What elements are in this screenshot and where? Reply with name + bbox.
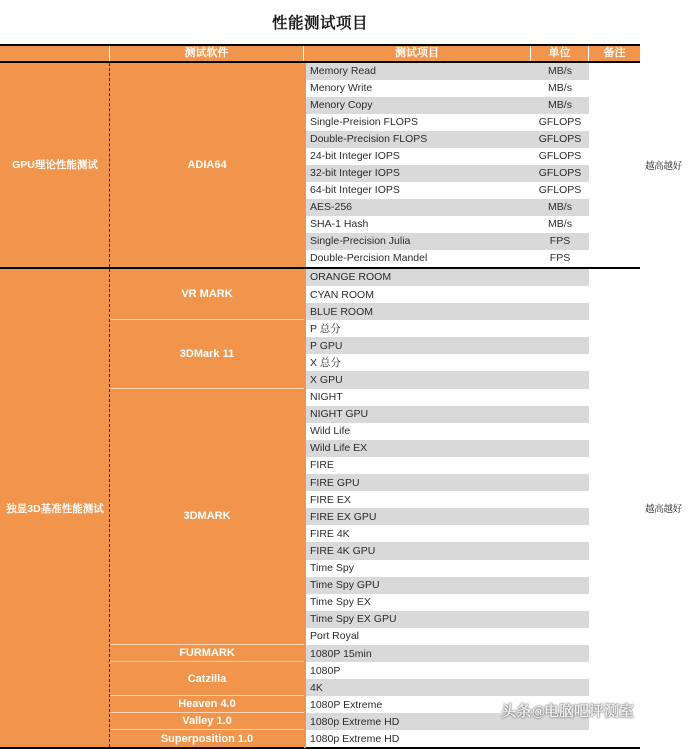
section-category-label: GPU理论性能测试 [12,159,98,172]
table-row [304,354,640,371]
test-item-name: X 总分 [304,354,531,371]
test-item-unit [531,337,589,354]
test-item-name: FIRE 4K [304,525,531,542]
section-note-cell [640,63,691,267]
test-item-note-spacer [589,628,640,645]
test-item-unit: MB/s [531,63,589,80]
software-cell [110,269,304,320]
test-item-unit [531,457,589,474]
test-item-name: Single-Preision FLOPS [304,114,531,131]
test-item-note-spacer [589,233,640,250]
test-item-unit: MB/s [548,82,572,95]
software-label: Superposition 1.0 [160,732,254,745]
test-item-name: CYAN ROOM [304,286,531,303]
test-item-name: FIRE 4K GPU [304,542,531,559]
test-item-note-spacer [589,63,640,80]
table-row [304,577,640,594]
test-item-unit: MB/s [548,218,572,231]
test-item-note-spacer [589,645,640,662]
test-item-note-spacer [589,131,640,148]
test-item-name: BLUE ROOM [304,303,531,320]
page-title: 性能测试项目 [271,15,368,32]
software-label: FURMARK [179,646,235,659]
test-item-note-spacer [589,696,640,713]
section-note-cell [640,269,691,747]
software-cell [110,63,304,267]
test-item-name: FIRE GPU [304,474,531,491]
test-item-note-spacer [589,250,640,267]
test-item-note-spacer [589,371,640,388]
test-item-note-spacer [589,337,640,354]
test-item-unit [531,713,589,730]
test-item-note-spacer [589,406,640,423]
section-category-cell [0,269,110,747]
test-item-name: 1080p Extreme HD [304,730,531,747]
test-item-unit [531,696,589,713]
test-item-unit [531,525,589,542]
test-item-note-spacer [589,286,640,303]
test-item-name: Port Royal [304,628,531,645]
software-cell [110,713,304,730]
test-item-name: FIRE EX GPU [304,508,531,525]
test-item-unit [531,628,589,645]
test-item-note-spacer [589,423,640,440]
table-row [304,628,640,645]
test-item-name: 32-bit Integer IOPS [304,165,531,182]
test-item-unit [531,560,589,577]
test-item-note-spacer [589,114,640,131]
test-item-name: 4K [304,679,531,696]
table-row [304,730,640,747]
test-item-name: Wild Life [304,423,531,440]
table-row [304,63,640,80]
test-item-note-spacer [589,389,640,406]
test-item-unit [531,371,589,388]
test-item-note-spacer [589,508,640,525]
test-item-note-spacer [589,525,640,542]
test-item-name: 24-bit Integer IOPS [304,148,531,165]
table-row [304,131,640,148]
test-item-unit [531,508,589,525]
test-item-unit [531,645,589,662]
test-item-name: FIRE EX [304,491,531,508]
table-row [304,233,640,250]
test-item-name: Menory Copy [304,97,531,114]
test-item-note-spacer [589,80,640,97]
software-label: Catzilla [187,672,227,685]
test-item-note-spacer [589,354,640,371]
software-cell [110,389,304,645]
test-item-name: P 总分 [304,320,531,337]
test-item-name: Time Spy EX [304,594,531,611]
test-item-unit [531,423,589,440]
test-item-name: ORANGE ROOM [304,269,531,286]
table-row [304,165,640,182]
test-item-name: SHA-1 Hash [304,216,531,233]
table-row [304,713,640,730]
table-row [304,440,640,457]
test-item-unit: GFLOPS [538,184,582,197]
software-column [110,63,304,267]
test-item-name: 1080p Extreme HD [304,713,531,730]
test-item-unit [531,474,589,491]
table-row [304,594,640,611]
test-item-note-spacer [589,679,640,696]
table-row [304,182,640,199]
section-note-label: 越高越好 [645,504,682,516]
test-item-name: 1080P 15min [304,645,531,662]
test-item-name: FIRE [304,457,531,474]
header-software: 测试软件 [110,46,304,61]
test-item-unit [531,594,589,611]
table-row [304,114,640,131]
table-row [304,269,640,286]
test-item-name: Menory Write [304,80,531,97]
software-label: Valley 1.0 [182,715,232,728]
test-item-name: Wild Life EX [304,440,531,457]
test-item-note-spacer [589,182,640,199]
test-item-name: P GPU [304,337,531,354]
test-item-name: 1080P [304,662,531,679]
test-item-note-spacer [589,165,640,182]
test-item-note-spacer [589,457,640,474]
test-item-unit [531,320,589,337]
test-item-note-spacer [589,269,640,286]
test-item-unit: GFLOPS [531,165,589,182]
table-header-row [0,46,640,63]
table-row [304,611,640,628]
test-item-name: Single-Precision Julia [304,233,531,250]
table-row [304,406,640,423]
performance-test-table [0,44,682,749]
test-item-note-spacer [589,713,640,730]
section-note-label: 越高越好 [645,160,682,172]
header-item: 测试项目 [304,46,531,61]
watermark-at: @ [531,703,544,719]
table-row [304,389,640,406]
watermark-name: 电脑吧评测室 [543,703,634,720]
test-item-note-spacer [589,148,640,165]
software-label: 3DMark 11 [179,347,235,360]
watermark-prefix: 头条 [501,703,532,720]
table-row [304,97,640,114]
section-category-cell [0,63,110,267]
software-cell [110,662,304,696]
test-item-unit [531,679,589,696]
items-column [304,269,640,747]
table-row [304,457,640,474]
table-row [304,80,640,97]
software-cell [110,730,304,747]
software-cell [110,696,304,713]
table-row [304,250,640,267]
header-note: 备注 [589,46,640,61]
test-item-unit [531,406,589,423]
test-item-note-spacer [589,440,640,457]
table-row [304,286,640,303]
table-row [304,662,640,679]
software-label: VR MARK [181,288,233,301]
header-category [0,46,110,61]
test-item-unit [531,354,589,371]
test-item-note-spacer [589,303,640,320]
table-row [304,216,640,233]
table-row [304,525,640,542]
test-item-note-spacer [589,491,640,508]
test-item-note-spacer [589,730,640,747]
test-item-unit [531,303,589,320]
test-item-name: Time Spy [304,560,531,577]
table-body [0,63,682,749]
test-item-unit [531,542,589,559]
test-item-name: Time Spy EX GPU [304,611,531,628]
table-row [304,491,640,508]
test-item-note-spacer [589,577,640,594]
table-section [0,269,682,749]
test-item-name: AES-256 [304,199,531,216]
test-item-unit [531,491,589,508]
test-item-name: Memory Read [304,63,531,80]
test-item-note-spacer [589,320,640,337]
table-row [304,148,640,165]
test-item-name: NIGHT GPU [304,406,531,423]
table-row [304,371,640,388]
items-column [304,63,640,267]
test-item-unit [531,389,589,406]
test-item-unit: GFLOPS [531,131,589,148]
software-label: Heaven 4.0 [178,698,236,711]
software-label: 3DMARK [183,510,231,523]
test-item-note-spacer [589,611,640,628]
test-item-unit [531,611,589,628]
test-item-name: Double-Percision Mandel [304,250,531,267]
table-row [304,696,640,713]
test-item-note-spacer [589,474,640,491]
test-item-unit [531,440,589,457]
test-item-unit: GFLOPS [538,150,582,163]
section-category-label: 独显3D基准性能测试 [6,502,104,515]
software-cell [110,320,304,388]
test-item-unit [531,577,589,594]
test-item-name: NIGHT [304,389,531,406]
software-column [110,269,304,747]
table-row [304,199,640,216]
test-item-note-spacer [589,542,640,559]
table-row [304,303,640,320]
table-row [304,320,640,337]
test-item-note-spacer [589,594,640,611]
software-cell [110,645,304,662]
table-row [304,337,640,354]
header-unit: 单位 [531,46,589,61]
table-section [0,63,682,269]
table-row [304,645,640,662]
test-item-unit: MB/s [531,199,589,216]
software-label: ADIA64 [187,158,227,171]
test-item-unit [531,286,589,303]
test-item-unit: GFLOPS [538,116,582,129]
test-item-name: X GPU [304,371,531,388]
test-item-name: 64-bit Integer IOPS [304,182,531,199]
page-title-bar [0,0,640,44]
test-item-note-spacer [589,97,640,114]
table-row [304,560,640,577]
test-item-unit: FPS [531,233,589,250]
test-item-unit [531,662,589,679]
table-row [304,679,640,696]
test-item-name: Time Spy GPU [304,577,531,594]
test-item-unit [531,730,589,747]
test-item-note-spacer [589,560,640,577]
table-row [304,474,640,491]
test-item-unit: MB/s [531,97,589,114]
test-item-note-spacer [589,662,640,679]
table-row [304,423,640,440]
test-item-unit: FPS [549,252,571,265]
test-item-name: Double-Precision FLOPS [304,131,531,148]
test-item-unit [531,269,589,286]
table-row [304,542,640,559]
table-row [304,508,640,525]
test-item-note-spacer [589,199,640,216]
test-item-note-spacer [589,216,640,233]
test-item-name: 1080P Extreme [304,696,531,713]
